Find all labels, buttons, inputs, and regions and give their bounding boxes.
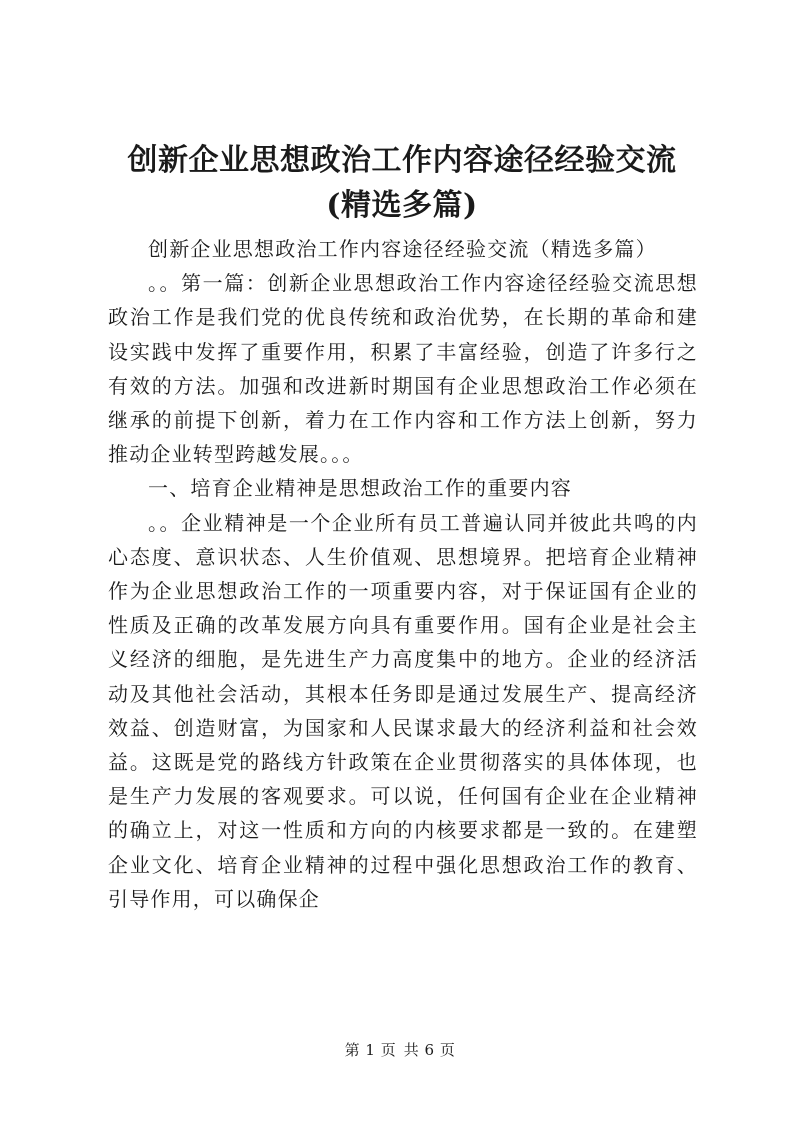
document-body xyxy=(108,232,698,916)
page-number: 第 1 页 xyxy=(344,1041,397,1059)
paragraph-2: 。。企业精神是一个企业所有员工普遍认同并彼此共鸣的内心态度、意识状态、人生价值观、思想境界。把培育企业精神作为企业思想政治工作的一项重要内容，对于保证国有企业的性质及正确的改革发展方向具有重要作用。国有企业是社会主义经济的细胞，是先进生产力高度集中的地方。企业的经济活动及其他社会活动，其根本任务即是通过发展生产、提高经济效益、创造财富，为国家和人民谋求最大的经济利益和社会效益。这既是党的路线方针政策在企业贯彻落实的具体体现，也是生产力发展的客观要求。可以说，任何国有企业在企业精神的确立上，对这一性质和方向的内核要求都是一致的。在建塑企业文化、培育企业精神的过程中强化思想政治工作的教育、引导作用，可以确保企 xyxy=(108,510,698,911)
page-total: 共 6 页 xyxy=(403,1041,456,1059)
page-footer xyxy=(0,1040,800,1060)
paragraph-1: 。。第一篇：创新企业思想政治工作内容途径经验交流思想政治工作是我们党的优良传统和政治优势，在长期的革命和建设实践中发挥了重要作用，积累了丰富经验，创造了许多行之有效的方法。加强和改进新时期国有企业思想政治工作必须在继承的前提下创新，着力在工作内容和工作方法上创新，努力推动企业转型跨越发展。。。 xyxy=(108,271,698,467)
section-heading-1: 一、培育企业精神是思想政治工作的重要内容 xyxy=(148,476,572,501)
document-title: 创新企业思想政治工作内容途径经验交流(精选多篇) xyxy=(127,143,677,223)
document-subtitle: 创新企业思想政治工作内容途径经验交流（精选多篇） xyxy=(148,237,657,261)
